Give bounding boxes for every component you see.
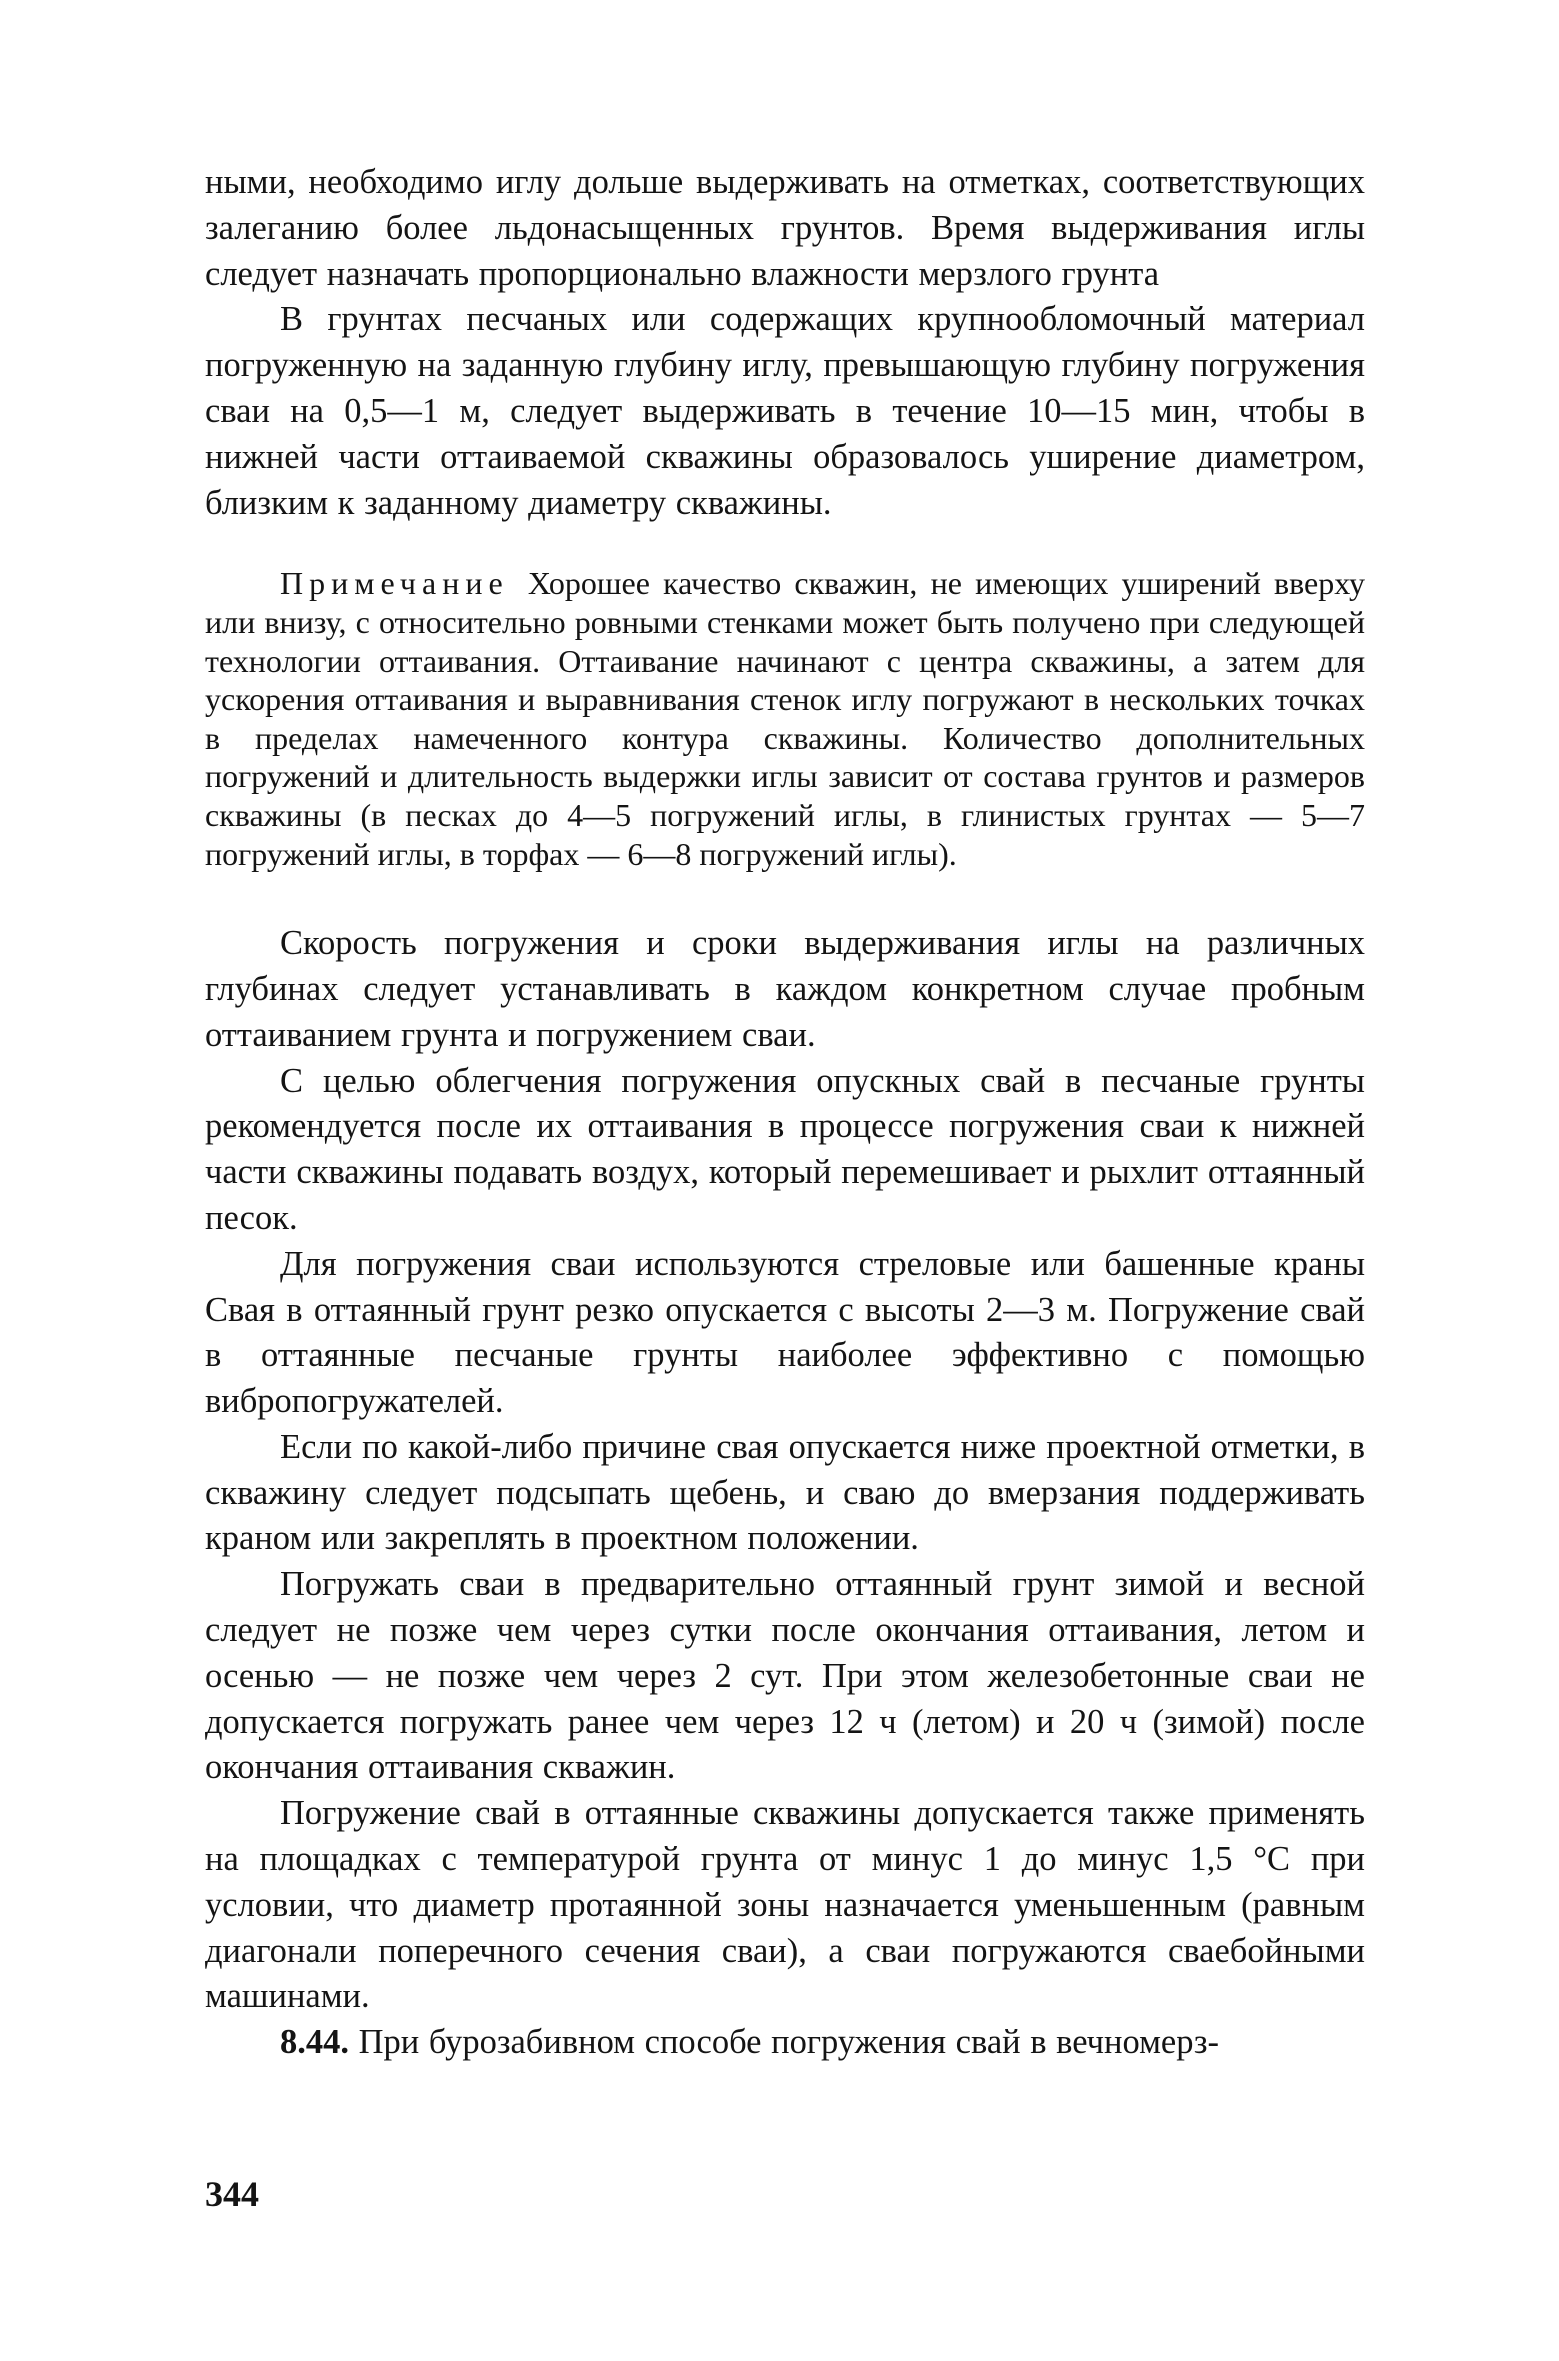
paragraph-temperature: Погружение свай в оттаянные скважины допускается также применять на площадках с температурой грунта от минус 1 до минус 1,5 °С при условии, что диаметр протаянной зоны назначается уменьшенным (равным диагонали поперечного сечения сваи), а сваи погружаются сваебойными машинами.: [205, 1794, 1365, 2016]
text-column: [205, 160, 1365, 2066]
paragraph-cranes: Для погружения сваи используются стреловые или башенные краны Свая в оттаянный грунт резко опускается с высоты 2—3 м. Погружение свай в оттаянные песчаные грунты наиболее эффективно с помощью вибропогружателей.: [205, 1244, 1365, 1421]
section-number: 8.44.: [280, 2023, 349, 2062]
paragraph-crushed-stone: Если по какой-либо причине свая опускается ниже проектной отметки, в скважину следует подсыпать щебень, и сваю до вмерзания поддерживать краном или закреплять в проектном положении.: [205, 1427, 1365, 1558]
paragraph-timing: Погружать сваи в предварительно оттаянный грунт зимой и весной следует не позже чем через сутки после окончания оттаивания, летом и осенью — не позже чем через 2 сут. При этом железобетонные сваи не допускается погружать ранее чем через 12 ч (летом) и 20 ч (зимой) после окончания оттаивания скважин.: [205, 1565, 1365, 1787]
paragraph-speed: Скорость погружения и сроки выдерживания иглы на различных глубинах следует устанавливать в каждом конкретном случае пробным оттаиванием грунта и погружением сваи.: [205, 924, 1365, 1054]
paragraph-sandy-soils: В грунтах песчаных или содержащих крупнообломочный материал погруженную на заданную глубину иглу, превышающую глубину погружения сваи на 0,5—1 м, следует выдерживать в течение 10—15 мин, чтобы в нижней части оттаиваемой скважины образовалось уширение диаметром, близким к заданному диаметру скважины.: [205, 300, 1365, 522]
section-text: При бурозабивном способе погружения свай в вечномерз-: [358, 2023, 1220, 2062]
paragraph-continuation: ными, необходимо иглу дольше выдерживать на отметках, соответствующих залеганию более льдонасыщенных грунтов. Время выдерживания иглы следует назначать пропорционально влажности мерзлого грунта: [205, 163, 1365, 293]
note-label: Примечание: [280, 565, 509, 602]
note-text: Хорошее качество скважин, не имеющих уширений вверху или внизу, с относительно ровными стенками может быть получено при следующей технологии оттаивания. Оттаивание начинают с центра скважины, а затем для ускорения оттаивания и выравнивания стенок иглу погружают в нескольких точках в пределах намеченного контура скважины. Количество дополнительных погружений и длительность выдержки иглы зависит от состава грунтов и размеров скважины (в песках до 4—5 погружений иглы, в глинистых грунтах — 5—7 погружений иглы, в торфах — 6—8 погружений иглы).: [205, 565, 1366, 872]
paragraph-air-supply: С целью облегчения погружения опускных свай в песчаные грунты рекомендуется после их оттаивания в процессе погружения сваи к нижней части скважины подавать воздух, который перемешивает и рыхлит оттаянный песок.: [205, 1061, 1365, 1237]
note-block: [205, 564, 1365, 873]
paragraph-8-44: [205, 2020, 1365, 2066]
page-number: 344: [205, 2174, 259, 2214]
